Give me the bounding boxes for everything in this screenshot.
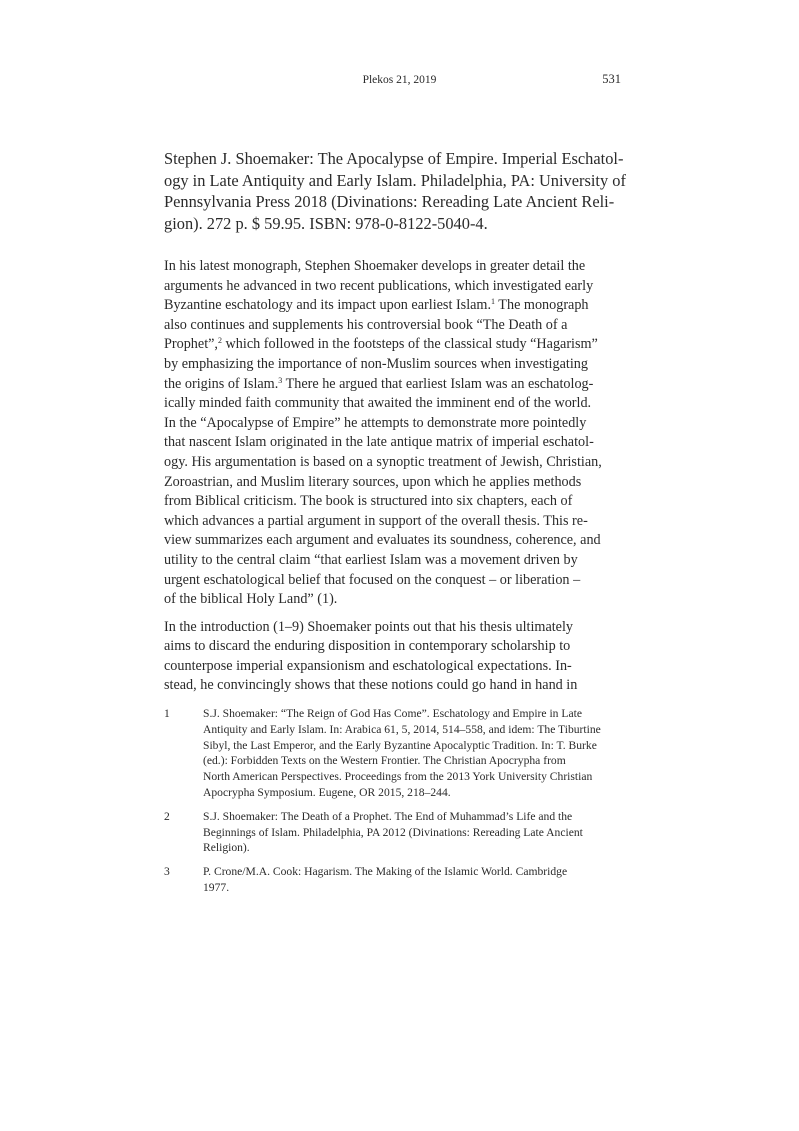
review-title (164, 148, 636, 234)
footnote-line: S.J. Shoemaker: “The Reign of God Has Come”. Eschatology and Empire in Late (203, 707, 582, 720)
footnote-line: Antiquity and Early Islam. In: Arabica 61, 5, 2014, 514–558, and idem: The Tiburtine (203, 722, 601, 736)
title-line: ogy in Late Antiquity and Early Islam. Philadelphia, PA: University of (164, 170, 626, 190)
text-line: ogy. His argumentation is based on a synoptic treatment of Jewish, Christian, (164, 453, 602, 470)
text-line: Zoroastrian, and Muslim literary sources, upon which he applies methods (164, 473, 582, 490)
text-line: counterpose imperial expansionism and eschatological expectations. In- (164, 657, 572, 674)
footnote-line: Beginnings of Islam. Philadelphia, PA 2012 (Divinations: Rereading Late Ancient (203, 825, 583, 839)
page-number: 531 (602, 72, 621, 86)
text-line: urgent eschatological belief that focused on the conquest – or liberation – (164, 571, 581, 588)
footnote-ref[interactable]: 3 (278, 375, 283, 385)
body-paragraph-2 (164, 618, 636, 696)
footnote-line: P. Crone/M.A. Cook: Hagarism. The Making of the Islamic World. Cambridge (203, 865, 568, 879)
footnote-number: 2 (164, 809, 170, 823)
text-line: aims to discard the enduring disposition in contemporary scholarship to (164, 638, 571, 655)
footnote-line: Sibyl, the Last Emperor, and the Early Byzantine Apocalyptic Tradition. In: T. Burke (203, 738, 597, 752)
text-line: of the biblical Holy Land” (1). (164, 591, 338, 608)
text-line: arguments he advanced in two recent publications, which investigated early (164, 277, 594, 294)
text-line: the origins of Islam.$^3$ There he argued that earliest Islam was an eschatolog- (164, 375, 594, 392)
title-line: Stephen J. Shoemaker: The Apocalypse of Empire. Imperial Eschatol- (164, 149, 624, 168)
body-paragraph-1 (164, 257, 636, 610)
footnote-line: North American Perspectives. Proceedings from the 2013 York University Christian (203, 770, 593, 784)
footnote-number: 1 (164, 707, 170, 720)
main-content (164, 148, 636, 704)
text-line: by emphasizing the importance of non-Muslim sources when investigating (164, 355, 588, 372)
text-line: Prophet”,$^2$ which followed in the footsteps of the classical study “Hagarism” (164, 336, 598, 353)
footnote-line: (ed.): Forbidden Texts on the Western Frontier. The Christian Apocrypha from (203, 754, 566, 768)
footnote-number: 3 (164, 865, 170, 879)
text-line: utility to the central claim “that earliest Islam was a movement driven by (164, 551, 578, 568)
footnote-line: Apocrypha Symposium. Eugene, OR 2015, 218–244. (203, 785, 451, 799)
footnote-line: S.J. Shoemaker: The Death of a Prophet. The End of Muhammad’s Life and the (203, 809, 573, 823)
footnote-ref[interactable]: 2 (217, 336, 222, 346)
title-line: gion). 272 p. $ 59.95. ISBN: 978-0-8122-5040-4. (164, 213, 488, 233)
text-line: view summarizes each argument and evaluates its soundness, coherence, and (164, 532, 601, 549)
text-line: In his latest monograph, Stephen Shoemaker develops in greater detail the (164, 258, 586, 274)
footnote-line: 1977. (203, 880, 230, 894)
journal-title: Plekos 21, 2019 (362, 74, 437, 86)
footnote-3 (164, 864, 636, 896)
title-line: Pennsylvania Press 2018 (Divinations: Rereading Late Ancient Reli- (164, 192, 615, 211)
text-line: ically minded faith community that awaited the imminent end of the world. (164, 395, 592, 412)
footnotes (164, 706, 636, 904)
text-line: Byzantine eschatology and its impact upon earliest Islam.$^1$ The monograph (164, 297, 589, 314)
text-line: from Biblical criticism. The book is structured into six chapters, each of (164, 493, 573, 510)
running-head (0, 74, 799, 90)
text-line: In the introduction (1–9) Shoemaker points out that his thesis ultimately (164, 618, 574, 635)
text-line: In the “Apocalypse of Empire” he attempts to demonstrate more pointedly (164, 414, 587, 431)
footnote-1 (164, 706, 636, 801)
text-line: which advances a partial argument in support of the overall thesis. This re- (164, 512, 588, 529)
footnote-ref[interactable]: 1 (491, 297, 496, 307)
text-line: that nascent Islam originated in the late antique matrix of imperial eschatol- (164, 434, 594, 451)
footnote-2 (164, 809, 636, 856)
text-line: stead, he convincingly shows that these notions could go hand in hand in (164, 677, 578, 694)
text-line: also continues and supplements his controversial book “The Death of a (164, 316, 568, 333)
footnote-line: Religion). (203, 841, 250, 855)
